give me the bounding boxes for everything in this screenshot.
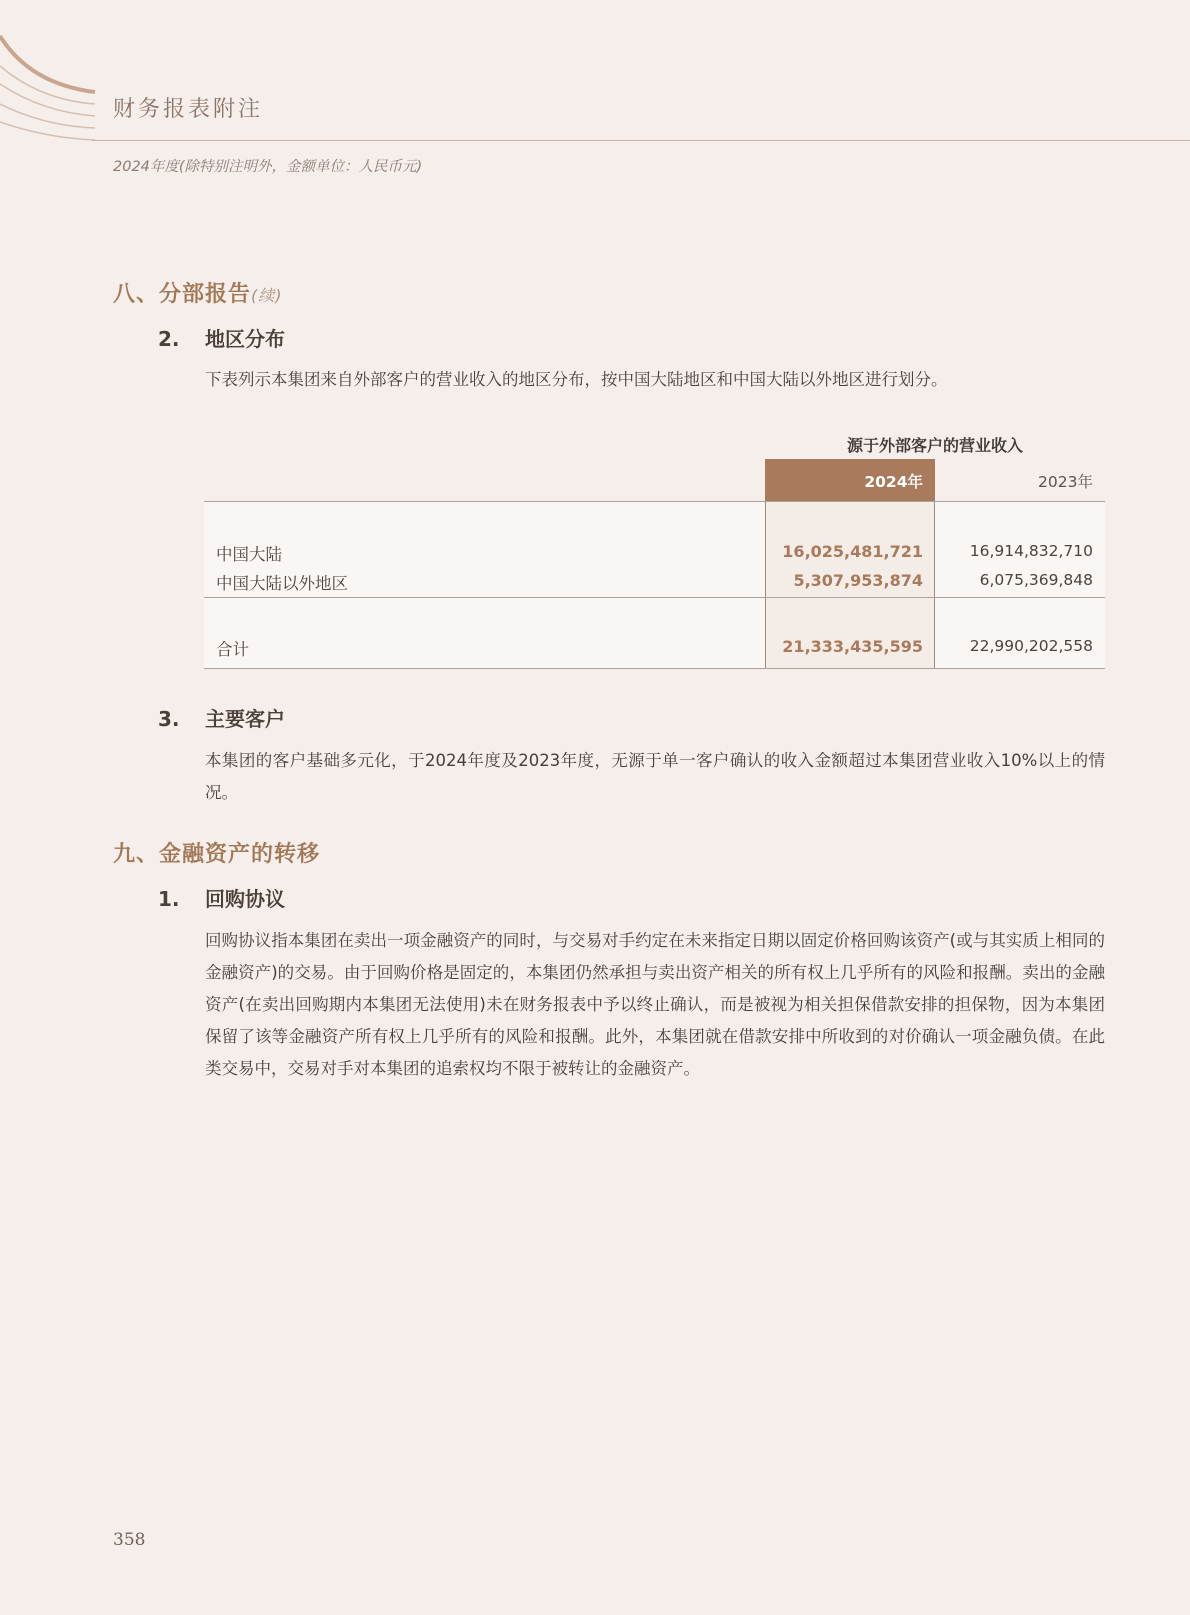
table-col-2023: 2023年: [1038, 473, 1093, 491]
subsection-3-title: 主要客户: [205, 707, 285, 731]
decorative-arcs: [0, 0, 100, 145]
table-top-rule: [204, 501, 1105, 502]
table-group-header: 源于外部客户的营业收入: [846, 436, 1023, 455]
table-bottom-rule: [204, 668, 1105, 669]
subsection-9-1-number: 1.: [158, 887, 180, 911]
subsection-9-1-title: 回购协议: [205, 887, 285, 911]
page-header-title: 财务报表附注: [113, 97, 264, 122]
major-customers-paragraph: 本集团的客户基础多元化，于2024年度及2023年度，无源于单一客户确认的收入金额超过本集团营业收入10%以上的情况。: [205, 751, 1105, 802]
table-row-label: 中国大陆: [216, 545, 282, 564]
section-8-heading: [113, 277, 283, 308]
table-cell-2023: 6,075,369,848: [979, 571, 1093, 589]
header-divider: [92, 140, 1190, 141]
table-cell-2024: 5,307,953,874: [793, 571, 923, 590]
table-total-label: 合计: [216, 640, 249, 659]
table-col-2024: 2024年: [765, 459, 935, 501]
table-cell-2024: 16,025,481,721: [782, 542, 923, 561]
repurchase-agreement-paragraph: 回购协议指本集团在卖出一项金融资产的同时，与交易对手约定在未来指定日期以固定价格回购该资产(或与其实质上相同的金融资产)的交易。由于回购价格是固定的，本集团仍然承担与卖出资产相关的所有权上几乎所有的风险和报酬。卖出的金融资产(在卖出回购期内本集团无法使用)未在财务报表中予以终止确认，而是被视为相关担保借款安排的担保物，因为本集团保留了该等金融资产所有权上几乎所有的风险和报酬。此外，本集团就在借款安排中所收到的对价确认一项金融负债。在此类交易中，交易对手对本集团的追索权均不限于被转让的金融资产。: [205, 931, 1105, 1078]
subsection-9-1-heading: [158, 883, 285, 912]
table-total-2024: 21,333,435,595: [782, 637, 923, 656]
section-8-continued: (续): [251, 286, 283, 305]
subsection-2-title: 地区分布: [205, 327, 285, 351]
page-header-subtitle: 2024年度(除特别注明外，金额单位：人民币元): [113, 159, 423, 175]
subsection-2-number: 2.: [158, 327, 180, 351]
table-cell-2023: 16,914,832,710: [969, 542, 1093, 560]
geographic-intro-paragraph: 下表列示本集团来自外部客户的营业收入的地区分布，按中国大陆地区和中国大陆以外地区进行划分。: [205, 370, 948, 389]
section-8-title: 八、分部报告: [113, 282, 252, 307]
table-row-label: 中国大陆以外地区: [216, 574, 348, 593]
section-9-heading: 九、金融资产的转移: [113, 842, 321, 867]
subsection-3-heading: [158, 703, 285, 732]
table-subtotal-rule: [204, 597, 1105, 598]
subsection-2-heading: [158, 323, 285, 352]
table-total-2023: 22,990,202,558: [969, 637, 1093, 655]
page-number: 358: [113, 1530, 146, 1550]
subsection-3-number: 3.: [158, 707, 180, 731]
